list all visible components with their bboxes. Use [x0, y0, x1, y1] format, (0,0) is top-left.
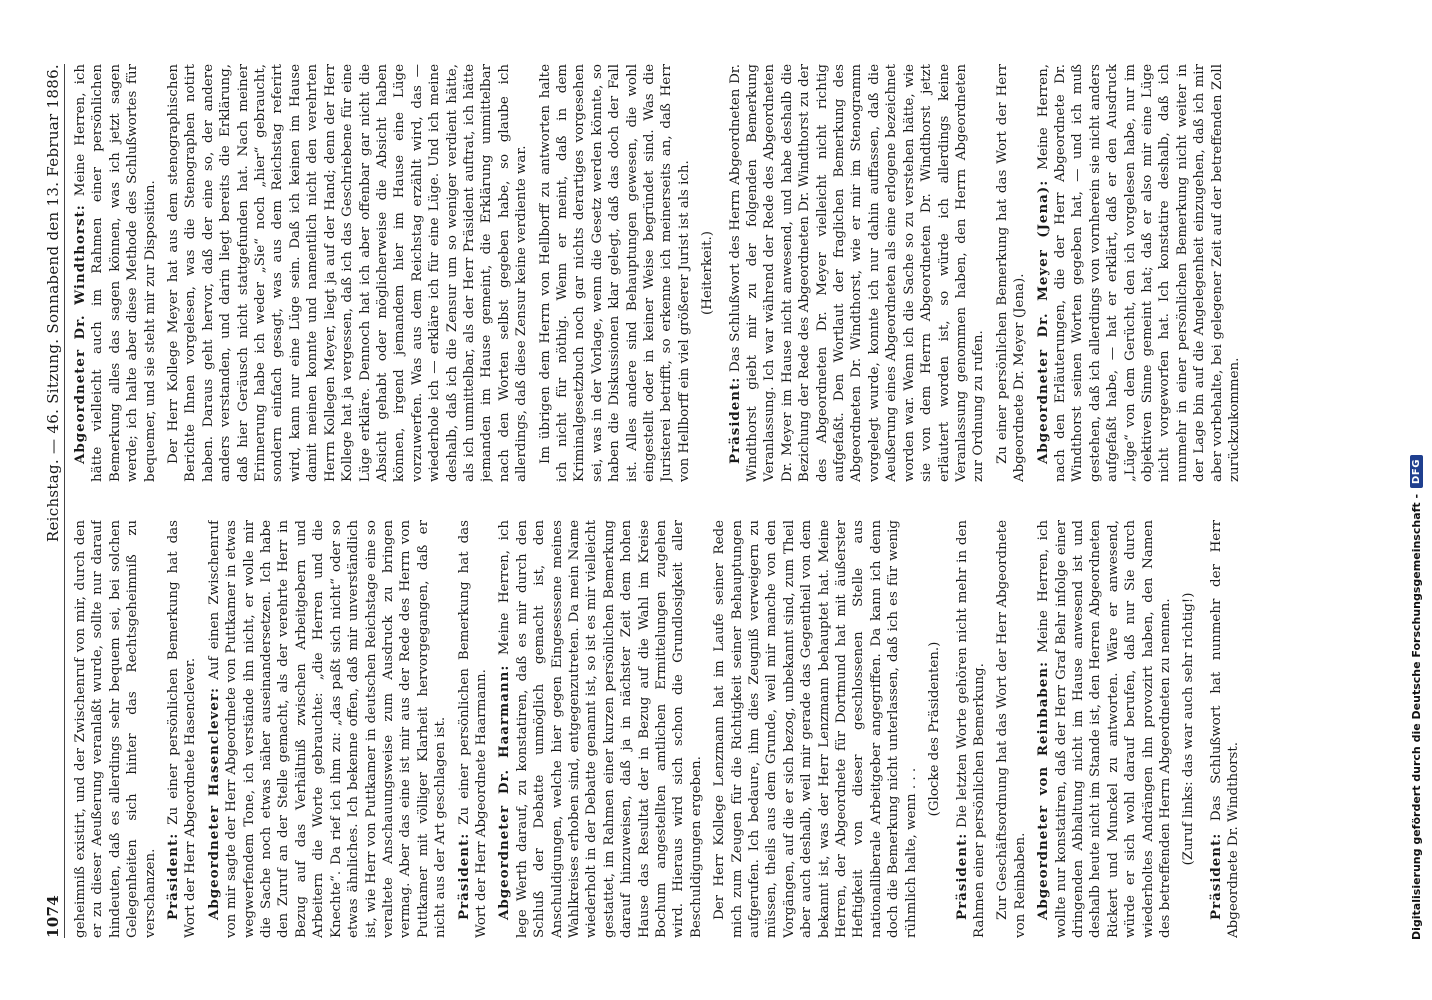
speech-paragraph — [165, 520, 200, 938]
speech-paragraph — [206, 520, 450, 938]
running-title: Reichstag. — 46. Sitzung. Sonnabend den 13. Februar 1886. — [44, 64, 62, 543]
stage-direction: (Heiterkeit.) — [700, 231, 716, 315]
speech-paragraph — [1035, 520, 1174, 938]
text-paragraph: Der Herr Kollege Meyer hat aus dem stenographischen Berichte Ihnen vorgelesen, was die Stenographen notirt haben. Daraus geht hervor, daß der eine so, der andere anders verstanden, und darin liegt bereits die Erklärung, daß hier Geräusch nicht stattgefunden hat. Nach meiner Erinnerung habe ich weder „Sie“ noch „hier“ gebraucht, sondern einfach gesagt, was aus dem Reichstag referirt wird, kann nur eine Lüge sein. Daß ich keinen im Hause damit meinen konnte und namentlich nicht den verehrten Herrn Kollegen Meyer, liegt ja auf der Hand; denn der Herr Kollege hat ja vergessen, daß ich das Geschriebene für eine Lüge erkläre. Dennoch hat ich aber offenbar gar nicht die Absicht gehabt oder möglicherweise die Absicht haben können, irgend jemandem hier im Hause eine Lüge vorzuwerfen. Was aus dem Reichstag erzählt wird, das — wiederhole ich — erkläre ich für eine Lüge. Und ich meine deshalb, daß ich die Zensur um so weniger verdient hätte, als ich unmittelbar, als der Herr Präsident auftrat, ich hätte jemanden im Hause gemeint, die Erklärung unmittelbar nach den Worten selbst gegeben habe, so glaube ich allerdings, daß diese Zensur keine verdiente war. — [166, 64, 530, 482]
text-paragraph: Zu einer persönlichen Bemerkung hat das Wort der Herr Abgeordnete Dr. Meyer (Jena). — [994, 64, 1028, 482]
speech-text: Das Schlußwort des Herrn Abgeordneten Dr. Windthorst giebt mir zu der folgenden Bemerkung Veranlassung. Ich war während der Rede des Abgeordneten Dr. Meyer im Hause nicht anwesend, und habe deshalb die Bezichung der Rede des Abgeordneten Dr. Windthorst zu der des Abgeordneten Dr. Meyer vielleicht nicht richtig aufgefaßt. Den Wortlaut der fraglichen Bemerkung des Abgeordneten Dr. Windthorst, wie er mir im Stenogramm vorgelegt wurde, konnte ich nur dahin auffassen, daß die Aeußerung eines Abgeordneten als eine erlogene bezeichnet worden war. Wenn ich die Sache so zu verstehen hätte, wie sie von dem Herrn Abgeordneten Dr. Windthorst jetzt erläutert worden ist, so würde ich allerdings keine Veranlassung genommen haben, den Herrn Abgeordneten zur Ordnung zu rufen. — [727, 64, 987, 482]
left-column — [72, 520, 1342, 938]
credit-text: Digitalisierung gefördert durch die Deutsche Forschungsgemeinschaft - — [1409, 493, 1423, 940]
text-paragraph: Im übrigen dem Herrn von Hellborff zu antworten halte ich nicht für nöthig. Wenn er meint, daß in dem Kriminalgesetzbuch noch gar nichts derartiges vorgesehen sei, was in der Vorlage, wenn die Gesetz werden könnte, so haben die Diskussionen klar gelegt, daß das doch der Fall ist. Alles andere sind Behauptungen gewesen, die wohl eingestellt oder in keiner Weise begründet sind. Was die Juristerei betrifft, so erkenne ich meinerseits an, daß Herr von Hellborff ein viel größerer Jurist ist als ich. — [537, 64, 692, 482]
speech-paragraph — [72, 64, 159, 482]
speech-paragraph — [727, 64, 988, 482]
speech-text: Meine Herren, nach den Erläuterungen, die der Herr Abgeordnete Dr. Windthorst seinen Worten gegeben hat, — und ich muß gestehen, daß ich allerdings von vornherein sie nicht anders aufgefaßt habe, — hat er erklärt, daß er den Ausdruck „Lüge“ von dem Gerücht, den ich vorgelesen habe, nur im objektiven Sinne gemeint hat; daß er also mir eine Lüge nicht vorgeworfen hat. Ich konstatire deshalb, daß ich nunmehr in einer persönlichen Bemerkung nicht weiter in der Lage bin auf die Angelegenheit einzugehen, daß ich mir aber vorbehalte, bei gelegener Zeit auf der betreffenden Zoll zurückzukommen. — [1035, 64, 1242, 482]
page-number: 1074 — [44, 895, 62, 938]
text-columns — [72, 64, 1342, 938]
speaker-name: Abgeordneter Hasenclever: — [205, 687, 222, 920]
speech-text: Meine Herren, ich wollte nur konstatiren, daß der Herr Graf Behr infolge einer dringenden Abhaltung nicht im Hause anwesend ist und deshalb heute nicht im Stande ist, den Herren Abgeordneten Rickert und Munckel zu antworten. Wäre er anwesend, würde er sich wohl darauf berufen, daß nur Sie durch wiederholtes Andrängen ihn provozirt haben, den Namen des betreffenden Herrn Abgeordneten zu nennen. — [1036, 520, 1173, 938]
digitization-credit — [1406, 60, 1426, 940]
speaker-name: Präsident: — [455, 832, 472, 920]
page-header — [40, 64, 65, 938]
stage-direction: (Zuruf links: das war auch sehr richtig!) — [1181, 592, 1197, 866]
text-paragraph: Der Herr Kollege Lenzmann hat im Laufe seiner Rede mich zum Zeugen für die Richtigkeit seiner Behauptungen aufgerufen. Ich bedaure, ihm dies Zeugniß verweigern zu müssen, theils aus dem Grunde, weil mir manche von den Vorgängen, auf die er sich bezog, unbekannt sind, zum Theil aber auch deshalb, weil mir gerade das Gegentheil von dem bekannt ist, was der Herr Lenzmann behauptet hat. Meine Herren, der Abgeordnete für Dortmund hat mit äußerster Heftigkeit von dieser geschlossenen Stelle aus nationalliberale Arbeitgeber angegriffen. Da kann ich denn doch die Bemerkung nicht unterlassen, daß ich es für wenig rühmlich halte, wenn . . . — [712, 520, 919, 938]
speech-text: Das Schlußwort hat nunmehr der Herr Abgeordnete Dr. Windthorst. — [1208, 520, 1242, 938]
speaker-name: Präsident: — [953, 832, 970, 920]
speaker-name: Abgeordneter von Reinbaben: — [1035, 661, 1052, 920]
text-paragraph: geheimniß existirt, und der Zwischenruf von mir, durch den er zu dieser Aeußerung veranlaßt wurde, sollte nur darauf hindeuten, daß es allerdings sehr bequem sei, bei solchen Gelegenheiten sich hinter das Rechtsgeheimniß zu verschanzen. — [73, 520, 158, 938]
speech-paragraph — [496, 520, 705, 938]
speech-paragraph — [954, 520, 989, 938]
stage-direction: (Glocke des Präsidenten.) — [927, 641, 943, 817]
speech-paragraph — [456, 520, 491, 938]
speech-text: Meine Herren, ich lege Werth darauf, zu konstatiren, daß es mir durch den Schluß der Debatte unmöglich gemacht ist, den Anschuldigungen, welche hier gegen Eingesessene meines Wahlkreises erhoben sind, entgegenzutreten. Da mein Name wiederholt in der Debatte genannt ist, so ist es mir vielleicht gestattet, im Rahmen einer kurzen persönlichen Bemerkung darauf hinzuweisen, daß ja in nächster Zeit dem hohen Hause das Resultat der in Bezug auf die Wahl im Kreise Bochum angestellten amtlichen Ermittelungen zugehen wird. Hieraus wird sich schon die Grundlosigkeit aller Beschuldigungen ergeben. — [497, 520, 704, 938]
text-paragraph: Zur Geschäftsordnung hat das Wort der Herr Abgeordnete von Reinbaben. — [995, 520, 1028, 938]
speech-text: Zu einer persönlichen Bemerkung hat das Wort der Herr Abgeordnete Hasenclever. — [166, 520, 199, 938]
speech-text: Auf einen Zwischenruf von mir sagte der Herr Abgeordnete von Puttkamer in etwas wegwerfendem Tone, ich verstände ihn nicht, er wolle mir die Sache noch etwas näher auseinandersetzen. Ich habe den Zuruf an der Stelle gemacht, als der verehrte Herr in Bezug auf das Verhältniß zwischen Arbeitgebern und Arbeitern die Worte gebrauchte: „die Herren und die Knechte“. Da rief ich ihm zu: „das paßt sich nicht“ oder so etwas ähnliches. Ich bekenne offen, daß mir unverständlich ist, wie Herr von Puttkamer in deutschen Reichstage eine so veraltete Anschauungsweise zum Ausdruck zu bringen vermag. Aber das eine ist mir aus der Rede des Herrn von Puttkamer mit völliger Klarheit hervorgegangen, daß er nicht aus der Art geschlagen ist. — [206, 520, 449, 938]
speech-paragraph — [1208, 520, 1243, 938]
speaker-name: Präsident: — [165, 832, 182, 920]
speaker-name: Abgeordneter Dr. Meyer (Jena): — [1034, 179, 1051, 464]
speaker-name: Präsident: — [726, 376, 743, 464]
speech-paragraph — [1035, 64, 1244, 482]
speaker-name: Abgeordneter Dr. Windthorst: — [72, 204, 88, 464]
speaker-name: Präsident: — [1207, 832, 1224, 920]
dfg-logo: DFG — [1410, 455, 1423, 488]
speech-text: Die letzten Worte gehören nicht mehr in den Rahmen einer persönlichen Bemerkung. — [954, 520, 987, 938]
speech-text: Meine Herren, ich hätte vielleicht auch im Rahmen einer persönlichen Bemerkung alles das sagen können, was ich jetzt sagen werde; ich halte aber diese Methode des Schlußwortes für bequemer, und sie steht mir zur Disposition. — [73, 64, 158, 482]
speech-text: Zu einer persönlichen Bemerkung hat das Wort der Herr Abgeordnete Haarmann. — [456, 520, 489, 938]
speaker-name: Abgeordneter Dr. Haarmann: — [496, 664, 513, 920]
right-column — [72, 64, 1342, 482]
